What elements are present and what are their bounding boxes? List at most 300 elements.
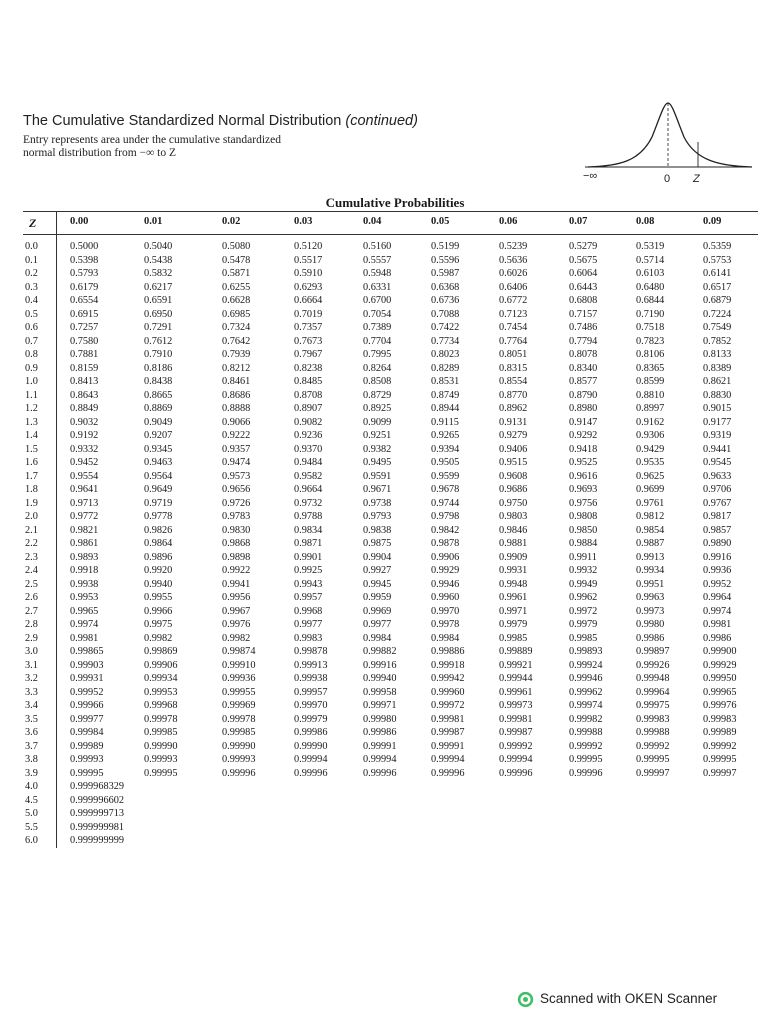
probability-cell: 0.9922 (222, 565, 251, 576)
probability-cell: 0.9982 (222, 632, 251, 644)
bell-curve-icon (580, 95, 755, 190)
probability-cell: 0.99958 (363, 686, 397, 698)
probability-cell: 0.9986 (636, 632, 665, 644)
probability-cell: 0.99969 (222, 700, 256, 711)
probability-cell: 0.99950 (703, 673, 737, 684)
probability-cell: 0.6554 (70, 295, 99, 306)
probability-cell: 0.99976 (703, 700, 737, 711)
probability-cell: 0.9861 (70, 538, 99, 549)
probability-cell: 0.9744 (431, 497, 460, 509)
probability-cell: 0.99987 (431, 727, 465, 738)
probability-cell: 0.7257 (70, 322, 99, 333)
table-row (23, 510, 758, 523)
probability-cell: 0.9957 (294, 592, 323, 603)
z-value-cell: 4.5 (25, 794, 38, 806)
probability-cell: 0.5596 (431, 254, 460, 266)
probability-cell: 0.99972 (431, 700, 465, 711)
probability-cell: 0.999999981 (70, 821, 125, 833)
table-row (23, 470, 758, 483)
probability-cell: 0.9357 (222, 443, 251, 455)
probability-cell: 0.8997 (636, 403, 665, 414)
probability-cell: 0.9938 (70, 578, 99, 590)
probability-cell: 0.99921 (499, 659, 533, 671)
probability-cell: 0.9066 (222, 416, 251, 428)
probability-cell: 0.99955 (222, 686, 256, 698)
probability-cell: 0.9162 (636, 416, 665, 428)
probability-cell: 0.999999999 (70, 835, 125, 846)
probability-cell: 0.7389 (363, 322, 392, 333)
probability-cell: 0.8962 (499, 403, 528, 414)
probability-cell: 0.99968 (144, 700, 178, 711)
table-row (23, 686, 758, 699)
column-header-z: Z (29, 216, 37, 230)
probability-cell: 0.99934 (144, 673, 178, 684)
z-value-cell: 1.0 (25, 376, 38, 387)
probability-cell: 0.99910 (222, 659, 256, 671)
probability-cell: 0.9772 (70, 511, 99, 522)
probability-cell: 0.99977 (70, 713, 104, 725)
table-row (23, 429, 758, 442)
probability-cell: 0.6217 (144, 281, 173, 293)
probability-cell: 0.8621 (703, 376, 732, 387)
probability-cell: 0.9940 (144, 578, 173, 590)
probability-cell: 0.8508 (363, 376, 392, 387)
table-row (23, 618, 758, 631)
probability-cell: 0.8849 (70, 403, 99, 414)
probability-cell: 0.8051 (499, 349, 528, 360)
subtitle-line-1: Entry represents area under the cumulative standardized (23, 134, 281, 146)
z-value-cell: 0.3 (25, 281, 38, 293)
probability-cell: 0.5987 (431, 268, 460, 279)
probability-cell: 0.9964 (703, 592, 732, 603)
probability-cell: 0.99916 (363, 659, 397, 671)
z-value-cell: 2.8 (25, 619, 38, 630)
probability-cell: 0.7422 (431, 322, 460, 333)
probability-cell: 0.9441 (703, 443, 732, 455)
probability-cell: 0.6517 (703, 281, 732, 293)
probability-cell: 0.9932 (569, 565, 598, 576)
probability-cell: 0.9713 (70, 497, 99, 509)
probability-cell: 0.8461 (222, 376, 251, 387)
z-value-cell: 1.7 (25, 470, 38, 482)
probability-cell: 0.7764 (499, 335, 528, 347)
probability-cell: 0.9985 (569, 632, 598, 644)
probability-cell: 0.9656 (222, 484, 251, 495)
probability-cell: 0.9147 (569, 416, 598, 428)
probability-cell: 0.99983 (703, 713, 737, 725)
probability-cell: 0.9896 (144, 551, 173, 563)
probability-cell: 0.8869 (144, 403, 173, 414)
probability-cell: 0.9878 (431, 538, 460, 549)
probability-cell: 0.8365 (636, 362, 665, 374)
z-value-cell: 0.4 (25, 295, 38, 306)
probability-cell: 0.8665 (144, 389, 173, 401)
probability-cell: 0.99993 (70, 754, 104, 765)
probability-cell: 0.9967 (222, 605, 251, 617)
probability-cell: 0.99992 (703, 740, 737, 752)
table-row (23, 524, 758, 537)
probability-cell: 0.99865 (70, 646, 104, 657)
probability-cell: 0.99984 (70, 727, 104, 738)
z-value-cell: 0.1 (25, 254, 38, 266)
probability-cell: 0.99990 (144, 740, 178, 752)
probability-cell: 0.9738 (363, 497, 392, 509)
z-value-cell: 0.8 (25, 349, 38, 360)
z-value-cell: 0.5 (25, 308, 38, 320)
probability-cell: 0.9525 (569, 457, 598, 468)
table-row (23, 659, 758, 672)
probability-cell: 0.7642 (222, 335, 251, 347)
probability-cell: 0.9616 (569, 470, 598, 482)
probability-cell: 0.99886 (431, 646, 465, 657)
probability-cell: 0.9946 (431, 578, 460, 590)
probability-cell: 0.5120 (294, 241, 323, 252)
probability-cell: 0.9976 (222, 619, 251, 630)
probability-cell: 0.9977 (294, 619, 323, 630)
probability-cell: 0.99975 (636, 700, 670, 711)
probability-cell: 0.9918 (70, 565, 99, 576)
probability-cell: 0.8106 (636, 349, 665, 360)
probability-cell: 0.7019 (294, 308, 323, 320)
probability-cell: 0.7852 (703, 335, 732, 347)
probability-cell: 0.9821 (70, 524, 99, 536)
probability-cell: 0.5557 (363, 254, 392, 266)
probability-cell: 0.99953 (144, 686, 178, 698)
z-value-cell: 3.7 (25, 740, 38, 752)
probability-cell: 0.7704 (363, 335, 392, 347)
probability-cell: 0.6664 (294, 295, 323, 306)
probability-cell: 0.9887 (636, 538, 665, 549)
probability-cell: 0.5675 (569, 254, 598, 266)
z-label: Z (693, 173, 700, 185)
z-value-cell: 3.8 (25, 754, 38, 765)
table-row (23, 294, 758, 307)
probability-cell: 0.6443 (569, 281, 598, 293)
probability-cell: 0.6064 (569, 268, 598, 279)
probability-cell: 0.7612 (144, 335, 173, 347)
probability-cell: 0.6331 (363, 281, 392, 293)
probability-cell: 0.9850 (569, 524, 598, 536)
probability-cell: 0.5871 (222, 268, 251, 279)
probability-cell: 0.99940 (363, 673, 397, 684)
probability-cell: 0.9382 (363, 443, 392, 455)
probability-cell: 0.99906 (144, 659, 178, 671)
probability-cell: 0.7486 (569, 322, 598, 333)
probability-cell: 0.9984 (431, 632, 460, 644)
probability-cell: 0.7291 (144, 322, 173, 333)
column-header-0-01: 0.01 (144, 216, 163, 227)
table-row (23, 726, 758, 739)
probability-cell: 0.9370 (294, 443, 323, 455)
table-row (23, 321, 758, 334)
probability-cell: 0.8531 (431, 376, 460, 387)
probability-cell: 0.9984 (363, 632, 392, 644)
probability-cell: 0.99991 (431, 740, 465, 752)
probability-cell: 0.9292 (569, 430, 598, 441)
probability-cell: 0.9222 (222, 430, 251, 441)
column-header-0-05: 0.05 (431, 216, 450, 227)
probability-cell: 0.8810 (636, 389, 665, 401)
probability-cell: 0.99994 (431, 754, 465, 765)
probability-cell: 0.9979 (499, 619, 528, 630)
probability-cell: 0.9906 (431, 551, 460, 563)
table-row (23, 821, 758, 834)
z-value-cell: 2.9 (25, 632, 38, 644)
probability-cell: 0.99996 (431, 767, 465, 779)
probability-cell: 0.99987 (499, 727, 533, 738)
probability-cell: 0.9931 (499, 565, 528, 576)
z-value-cell: 4.0 (25, 781, 38, 792)
probability-cell: 0.9582 (294, 470, 323, 482)
probability-cell: 0.5517 (294, 254, 323, 266)
probability-cell: 0.9279 (499, 430, 528, 441)
probability-cell: 0.8554 (499, 376, 528, 387)
probability-cell: 0.99996 (569, 767, 603, 779)
probability-cell: 0.99931 (70, 673, 104, 684)
probability-cell: 0.99942 (431, 673, 465, 684)
probability-cell: 0.9830 (222, 524, 251, 536)
probability-cell: 0.5359 (703, 241, 732, 252)
probability-cell: 0.9554 (70, 470, 99, 482)
probability-cell: 0.6772 (499, 295, 528, 306)
probability-cell: 0.9977 (363, 619, 392, 630)
probability-cell: 0.5040 (144, 241, 173, 252)
probability-cell: 0.9564 (144, 470, 173, 482)
probability-cell: 0.99952 (70, 686, 104, 698)
probability-cell: 0.9975 (144, 619, 173, 630)
probability-cell: 0.9686 (499, 484, 528, 495)
z-value-cell: 3.2 (25, 673, 38, 684)
probability-cell: 0.9032 (70, 416, 99, 428)
table-row (23, 551, 758, 564)
probability-cell: 0.7881 (70, 349, 99, 360)
probability-cell: 0.7673 (294, 335, 323, 347)
probability-cell: 0.9131 (499, 416, 528, 428)
probability-cell: 0.9986 (703, 632, 732, 644)
probability-cell: 0.5239 (499, 241, 528, 252)
probability-cell: 0.9970 (431, 605, 460, 617)
column-header-0-00: 0.00 (70, 216, 89, 227)
probability-cell: 0.99974 (569, 700, 603, 711)
probability-cell: 0.99986 (294, 727, 328, 738)
probability-cell: 0.99995 (703, 754, 737, 765)
table-row (23, 780, 758, 793)
column-header-0-08: 0.08 (636, 216, 655, 227)
probability-cell: 0.9641 (70, 484, 99, 495)
probability-cell: 0.9726 (222, 497, 251, 509)
probability-cell: 0.6736 (431, 295, 460, 306)
z-value-cell: 2.2 (25, 538, 38, 549)
table-row (23, 713, 758, 726)
probability-cell: 0.6293 (294, 281, 323, 293)
probability-cell: 0.9974 (70, 619, 99, 630)
probability-cell: 0.7995 (363, 349, 392, 360)
probability-cell: 0.6480 (636, 281, 665, 293)
probability-cell: 0.9699 (636, 484, 665, 495)
z-value-cell: 1.5 (25, 443, 38, 455)
z-value-cell: 2.1 (25, 524, 38, 536)
probability-cell: 0.5714 (636, 254, 665, 266)
z-value-cell: 0.9 (25, 362, 38, 374)
z-value-cell: 1.3 (25, 416, 38, 428)
probability-cell: 0.8212 (222, 362, 251, 374)
z-value-cell: 1.9 (25, 497, 38, 509)
probability-cell: 0.9817 (703, 511, 732, 522)
probability-cell: 0.999968329 (70, 781, 125, 792)
probability-cell: 0.99897 (636, 646, 670, 657)
table-row (23, 564, 758, 577)
probability-cell: 0.9985 (499, 632, 528, 644)
probability-cell: 0.9884 (569, 538, 598, 549)
probability-cell: 0.9969 (363, 605, 392, 617)
neg-inf-label: −∞ (583, 170, 598, 182)
probability-cell: 0.9418 (569, 443, 598, 455)
probability-cell: 0.99948 (636, 673, 670, 684)
z-value-cell: 0.7 (25, 335, 38, 347)
probability-cell: 0.7123 (499, 308, 528, 320)
probability-cell: 0.99962 (569, 686, 603, 698)
z-value-cell: 0.2 (25, 268, 38, 279)
probability-cell: 0.9857 (703, 524, 732, 536)
table-row (23, 834, 758, 847)
probability-cell: 0.9599 (431, 470, 460, 482)
probability-cell: 0.99994 (294, 754, 328, 765)
probability-cell: 0.9251 (363, 430, 392, 441)
probability-cell: 0.6950 (144, 308, 173, 320)
probability-cell: 0.6255 (222, 281, 251, 293)
probability-cell: 0.9207 (144, 430, 173, 441)
probability-cell: 0.7549 (703, 322, 732, 333)
probability-cell: 0.9082 (294, 416, 323, 428)
zero-label: 0 (664, 173, 671, 185)
probability-cell: 0.9846 (499, 524, 528, 536)
z-value-cell: 3.3 (25, 686, 38, 698)
probability-cell: 0.5478 (222, 254, 251, 266)
probability-cell: 0.5398 (70, 254, 99, 266)
probability-cell: 0.9693 (569, 484, 598, 495)
column-header-0-09: 0.09 (703, 216, 722, 227)
probability-cell: 0.9671 (363, 484, 392, 495)
probability-cell: 0.9812 (636, 511, 665, 522)
probability-cell: 0.99900 (703, 646, 737, 657)
table-row (23, 753, 758, 766)
probability-cell: 0.8159 (70, 362, 99, 374)
probability-cell: 0.9664 (294, 484, 323, 495)
probability-cell: 0.9904 (363, 551, 392, 563)
probability-cell: 0.9978 (431, 619, 460, 630)
probability-cell: 0.99929 (703, 659, 737, 671)
probability-cell: 0.9767 (703, 497, 732, 509)
probability-cell: 0.99995 (70, 767, 104, 779)
probability-cell: 0.7939 (222, 349, 251, 360)
probability-cell: 0.9826 (144, 524, 173, 536)
table-row (23, 591, 758, 604)
oken-scanner-logo-icon (517, 991, 534, 1008)
probability-cell: 0.9115 (431, 416, 459, 428)
probability-cell: 0.8238 (294, 362, 323, 374)
probability-cell: 0.99993 (222, 754, 256, 765)
probability-cell: 0.8944 (431, 403, 460, 414)
probability-cell: 0.99996 (499, 767, 533, 779)
probability-cell: 0.6985 (222, 308, 251, 320)
probability-cell: 0.6179 (70, 281, 99, 293)
probability-cell: 0.9706 (703, 484, 732, 495)
table-row (23, 348, 758, 361)
z-value-cell: 2.6 (25, 592, 38, 603)
probability-cell: 0.9945 (363, 578, 392, 590)
probability-cell: 0.9966 (144, 605, 173, 617)
table-row (23, 578, 758, 591)
probability-cell: 0.99938 (294, 673, 328, 684)
probability-cell: 0.7967 (294, 349, 323, 360)
column-header-0-04: 0.04 (363, 216, 382, 227)
probability-cell: 0.99994 (363, 754, 397, 765)
probability-cell: 0.9980 (636, 619, 665, 630)
probability-cell: 0.99983 (636, 713, 670, 725)
probability-cell: 0.9965 (70, 605, 99, 617)
probability-cell: 0.7910 (144, 349, 173, 360)
table-row (23, 362, 758, 375)
z-value-cell: 1.2 (25, 403, 38, 414)
probability-cell: 0.99996 (363, 767, 397, 779)
probability-cell: 0.8133 (703, 349, 732, 360)
probability-cell: 0.9761 (636, 497, 665, 509)
probability-cell: 0.9842 (431, 524, 460, 536)
table-heading: Cumulative Probabilities (325, 195, 465, 210)
probability-cell: 0.9927 (363, 565, 392, 576)
probability-cell: 0.8686 (222, 389, 251, 401)
probability-cell: 0.9394 (431, 443, 460, 455)
probability-cell: 0.99985 (222, 727, 256, 738)
table-row (23, 794, 758, 807)
probability-cell: 0.99971 (363, 700, 397, 711)
probability-cell: 0.99973 (499, 700, 533, 711)
probability-cell: 0.9948 (499, 578, 528, 590)
probability-cell: 0.99990 (222, 740, 256, 752)
probability-cell: 0.99981 (499, 713, 533, 725)
probability-cell: 0.99980 (363, 713, 397, 725)
probability-cell: 0.9983 (294, 632, 323, 644)
probability-cell: 0.9573 (222, 470, 251, 482)
probability-cell: 0.9732 (294, 497, 323, 509)
probability-cell: 0.9177 (703, 416, 732, 428)
table-row (23, 672, 758, 685)
probability-cell: 0.9633 (703, 470, 732, 482)
probability-cell: 0.99990 (294, 740, 328, 752)
table-header-rule (23, 234, 758, 235)
probability-cell: 0.9484 (294, 457, 323, 468)
probability-cell: 0.7357 (294, 322, 323, 333)
probability-cell: 0.8980 (569, 403, 598, 414)
probability-cell: 0.5279 (569, 241, 598, 252)
probability-cell: 0.9925 (294, 565, 323, 576)
probability-cell: 0.5832 (144, 268, 173, 279)
probability-cell: 0.8888 (222, 403, 251, 414)
probability-cell: 0.99989 (70, 740, 104, 752)
probability-cell: 0.99992 (636, 740, 670, 752)
probability-cell: 0.99995 (569, 754, 603, 765)
table-row (23, 807, 758, 820)
table-row (23, 456, 758, 469)
probability-cell: 0.999996602 (70, 794, 125, 806)
probability-cell: 0.8599 (636, 376, 665, 387)
probability-cell: 0.8340 (569, 362, 598, 374)
probability-cell: 0.8186 (144, 362, 173, 374)
probability-cell: 0.9968 (294, 605, 323, 617)
probability-cell: 0.9941 (222, 578, 251, 590)
probability-cell: 0.9049 (144, 416, 173, 428)
probability-cell: 0.9959 (363, 592, 392, 603)
